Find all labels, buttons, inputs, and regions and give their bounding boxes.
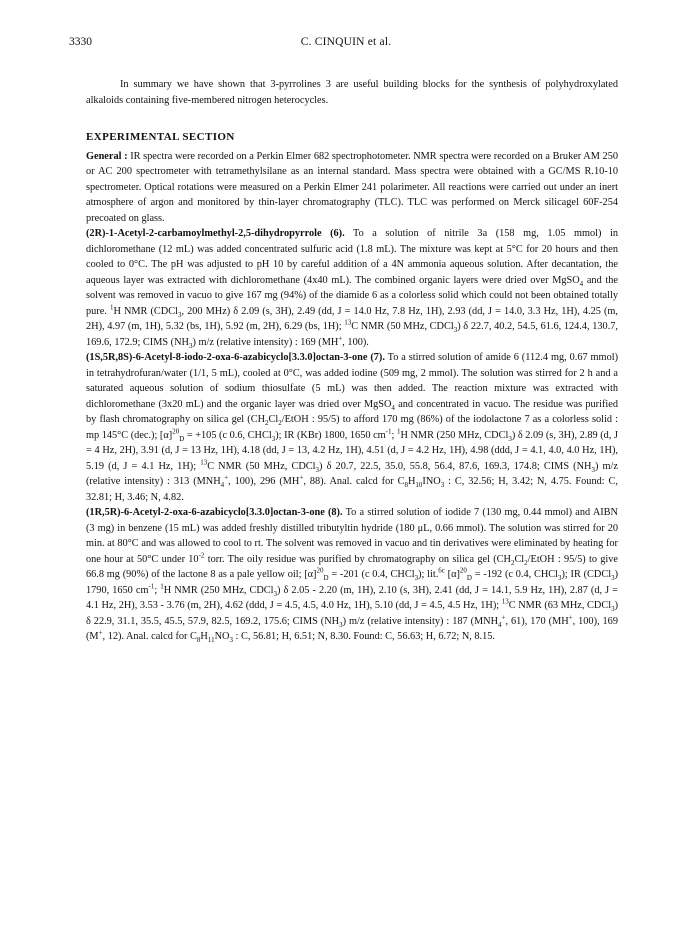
superscript: -2 [198, 551, 205, 560]
compound-8-text: torr. The oily residue was purified by chromatography on silica gel (CH [204, 553, 511, 565]
compound-6-text: , 100). [342, 336, 369, 348]
subscript: 11 [207, 636, 215, 645]
compound-7-text: ); IR (KBr) 1800, 1650 cm [275, 429, 386, 441]
superscript: 20 [316, 566, 324, 575]
superscript: 6c [438, 566, 445, 575]
compound-8-text: ) m/z (relative intensity) : 187 (MNH [342, 615, 499, 627]
superscript: 20 [172, 427, 180, 436]
subscript: 2 [265, 419, 269, 428]
subscript: 3 [229, 636, 233, 645]
superscript: + [98, 628, 103, 637]
subscript: 3 [271, 434, 276, 443]
compound-6-text: , 200 MHz) δ 2.09 (s, 3H), 2.49 (dd, J = 14.0 Hz, 7.8 Hz, 1H), 2.93 (dd, J = 14.0, 3.3 Hz, 1H), 4.25 (m, 2H), 4.97 (m, 1H), 5.32 (bs, 1H), 5.92 (m, 2H), 6.29 (bs, 1H); [86, 305, 618, 332]
compound-6-text: To a solution of nitrile 3a (158 mg, 1.05 mmol) in dichloromethane (12 mL) was added concentrated sulfuric acid (1.8 mL). The mixture was kept at 5°C for 20 hours and then cooled to 0°C. The pH was adjusted to pH 10 by careful addition of a 4N ammonia aqueous solution. After decantation, the aqueous layer was extracted with dichloromethane (4x40 mL). The combined organic layers were dried over MgSO [86, 228, 618, 286]
subscript: 3 [508, 434, 512, 443]
summary-paragraph: In summary we have shown that 3-pyrrolines 3 are useful building blocks for the synthesis of polyhydroxylated alkaloids containing five-membered nitrogen heterocycles. [86, 79, 618, 106]
compound-7-text: ) δ 20.7, 22.5, 35.0, 55.8, 56.4, 87.6, 169.3, 174.8; CIMS (NH [319, 460, 592, 472]
compound-8-text: : C, 56.81; H, 6.51; N, 8.30. Found: C, 56.63; H, 6.72; N, 8.15. [232, 631, 495, 642]
compound-7-paragraph [86, 350, 618, 505]
compound-7-text: ) δ 2.09 (s, 3H), 2.89 (d, J = 4 Hz, 2H), 3.91 (d, J = 13 Hz, 1H), 4.18 (dd, J = 13, 4.2 Hz, 1H), 4.51 (d, J = 4.2 Hz, 1H), 4.98 (ddd, J = 4.1, 4.0, 4.0 Hz, 1H), 5.19 (d, J = 4.1 Hz, 1H); [86, 429, 618, 472]
subscript: 3 [558, 574, 562, 583]
subscript: 4 [579, 279, 584, 288]
compound-8-text: , 12). Anal. calcd for C [102, 631, 197, 642]
superscript: + [568, 613, 573, 622]
subscript: 8 [404, 481, 408, 490]
page-number: 3330 [69, 36, 92, 48]
compound-7-text: : C, 32.56; H, 3.42; N, 4.75. Found: C, 32.81; H, 3.46; N, 4.82. [86, 476, 618, 503]
compound-7-text: /EtOH : 95/5) to afford 170 mg (86%) of the iodolactone 7 as a colorless solid : mp 145°C (dec.); [α] [86, 414, 618, 441]
subscript: 3 [188, 341, 193, 350]
subscript: 3 [611, 574, 615, 583]
compound-8-text: , 61), 170 (MH [505, 615, 569, 627]
general-label: General : [86, 150, 128, 162]
page-body [86, 77, 618, 645]
subscript: 4 [220, 481, 225, 490]
compound-7-text: ; [391, 429, 397, 441]
compound-7-text: Cl [268, 414, 279, 425]
superscript: 20 [459, 566, 467, 575]
superscript: 13 [501, 597, 509, 606]
compound-6-text: and the solvent was removed in vacuo to give 167 mg (94%) of the diamide 6 as a colorless solid which could not been obtained totally pure. [86, 274, 618, 317]
superscript: -1 [385, 427, 392, 436]
compound-8-text: ) δ 2.05 - 2.20 (m, 1H), 2.10 (s, 3H), 2.41 (dd, J = 14.1, 5.9 Hz, 1H), 2.87 (d, J = 4.1 Hz, 2H), 3.53 - 3.76 (m, 2H), 4.62 (ddd, J = 4.5, 4.5, 4.0 Hz, 1H), 5.10 (dd, J = 4.5, 4.5 Hz, 1H); [86, 584, 618, 611]
subscript: D [466, 574, 472, 583]
superscript: 13 [344, 318, 352, 327]
compound-7-text: ) m/z (relative intensity) : 313 (MNH [86, 460, 618, 487]
subscript: 3 [339, 620, 343, 629]
compound-6-text: C NMR (50 MHz, CDCl [351, 321, 454, 332]
compound-6-paragraph [86, 226, 618, 350]
compound-8-text: = -201 (c 0.4, CHCl [328, 569, 415, 580]
compound-8-text: ) 1790, 1650 cm [86, 569, 619, 596]
subscript: 8 [196, 636, 201, 645]
compound-7-text: , 88). Anal. calcd for C [303, 476, 405, 487]
compound-8-text: /EtOH : 95/5) to give 66.8 mg (90%) of the lactone 8 as a pale yellow oil; [α] [86, 553, 618, 580]
superscript: 13 [200, 458, 208, 467]
subscript: 3 [177, 310, 182, 319]
superscript: + [338, 334, 343, 343]
compound-7-text: To a stirred solution of amide 6 (112.4 mg, 0.67 mmol) in tetrahydrofuran/water (1/1, 5 mL), cooled at 0°C, was added iodine (509 mg, 2 mmol). The solution was stirred for 2 h and a saturated aqueous solution of sodium thiosulfate (5 mL) was then added. The reaction mixture was extracted with dichloromethane (3x20 mL) and the organic layer was dried over MgSO [86, 352, 619, 410]
general-text: IR spectra were recorded on a Perkin Elmer 682 spectrophotometer. NMR spectra were recorded on a Bruker AM 250 or AC 200 spectrometer with tetramethylsilane as an internal standard. Mass spectra were obtained with a GC/MS R.10-10 spectrometer. Optical rotations were measured on a Perkin Elmer 241 polarimeter. All reactions were carried out under an inert atmosphere of argon and monitored by thin-layer chromatography (TLC). TLC was performed on Merck silicagel 60F-254 precoated on glass. [86, 150, 618, 224]
compound-6-text: ) m/z (relative intensity) : 169 (MH [192, 336, 339, 348]
compound-7-text: INO [422, 476, 441, 487]
subscript: 2 [278, 419, 282, 428]
compound-7-text: C NMR (50 MHz, CDCl [207, 460, 316, 472]
compound-6-text: ) δ 22.7, 40.2, 54.5, 61.6, 124.4, 130.7, 169.6, 172.9; CIMS (NH [86, 321, 618, 348]
superscript: 1 [396, 427, 401, 436]
subscript: 3 [591, 465, 595, 474]
subscript: 3 [440, 481, 445, 490]
compound-8-paragraph [86, 505, 618, 645]
compound-7-title: (1S,5R,8S)-6-Acetyl-8-iodo-2-oxa-6-azabicyclo[3.3.0]octan-3-one (7). [86, 352, 385, 363]
subscript: 3 [273, 589, 278, 598]
compound-7-text: H [407, 476, 416, 487]
subscript: 3 [315, 465, 320, 474]
subscript: 3 [414, 574, 419, 583]
superscript: + [299, 473, 304, 482]
page-header [0, 36, 692, 52]
section-heading: EXPERIMENTAL SECTION [86, 131, 235, 143]
compound-8-text: ) δ 22.9, 31.1, 35.5, 45.5, 57.9, 82.5, 169.2, 175.6; CIMS (NH [86, 600, 618, 627]
superscript: 1 [109, 303, 114, 312]
running-head: C. CINQUIN et al. [300, 36, 392, 48]
subscript: D [179, 434, 185, 443]
subscript: D [323, 574, 329, 583]
subscript: 4 [391, 403, 395, 412]
subscript: 4 [498, 620, 502, 629]
subscript: 2 [524, 558, 528, 567]
compound-8-text: ); lit. [418, 569, 439, 580]
compound-7-text: = +105 (c 0.6, CHCl [184, 429, 272, 441]
compound-8-text: Cl [514, 553, 525, 565]
subscript: 3 [453, 326, 458, 335]
superscript: + [224, 473, 229, 482]
compound-8-text: ); IR (CDCl [561, 569, 612, 580]
compound-8-text: H NMR (250 MHz, CDCl [163, 584, 274, 596]
compound-8-title: (1R,5R)-6-Acetyl-2-oxa-6-azabicyclo[3.3.0]octan-3-one (8). [86, 507, 343, 518]
superscript: -1 [148, 582, 155, 591]
compound-8-text: H [200, 631, 208, 642]
compound-8-text: C NMR (63 MHz, CDCl [508, 600, 612, 611]
superscript: + [501, 613, 506, 622]
compound-8-text: [α] [444, 569, 460, 580]
compound-8-text: , 100), 169 (M [86, 615, 618, 642]
compound-8-text: ; [154, 584, 161, 596]
compound-8-text: To a stirred solution of iodide 7 (130 mg, 0.44 mmol) and AIBN (3 mg) in benzene (15 mL) was added freshly distilled tributyltin hydride (180 μL, 0.66 mmol). The solution was stirred for 20 min. at 80°C and was allowed to cool to rt. The solvent was removed in vacuo and tin derivatives were eliminated by heating for one hour at 50°C under 10 [86, 507, 618, 565]
compound-8-text: NO [214, 631, 230, 642]
compound-7-text: , 100), 296 (MH [228, 476, 300, 487]
compound-7-text: and concentrated in vacuo. The residue was purified by flash chromatography on silica gel (CH [86, 398, 618, 425]
compound-6-text: H NMR (CDCl [113, 305, 178, 317]
subscript: 2 [510, 558, 515, 567]
compound-8-text: = -192 (c 0.4, CHCl [471, 569, 558, 580]
subscript: 3 [611, 605, 615, 614]
superscript: 1 [160, 582, 164, 591]
compound-6-title: (2R)-1-Acetyl-2-carbamoylmethyl-2,5-dihydropyrrole (6). [86, 228, 345, 239]
compound-7-text: H NMR (250 MHz, CDCl [400, 429, 509, 441]
general-paragraph [86, 149, 618, 227]
subscript: 10 [415, 481, 423, 490]
